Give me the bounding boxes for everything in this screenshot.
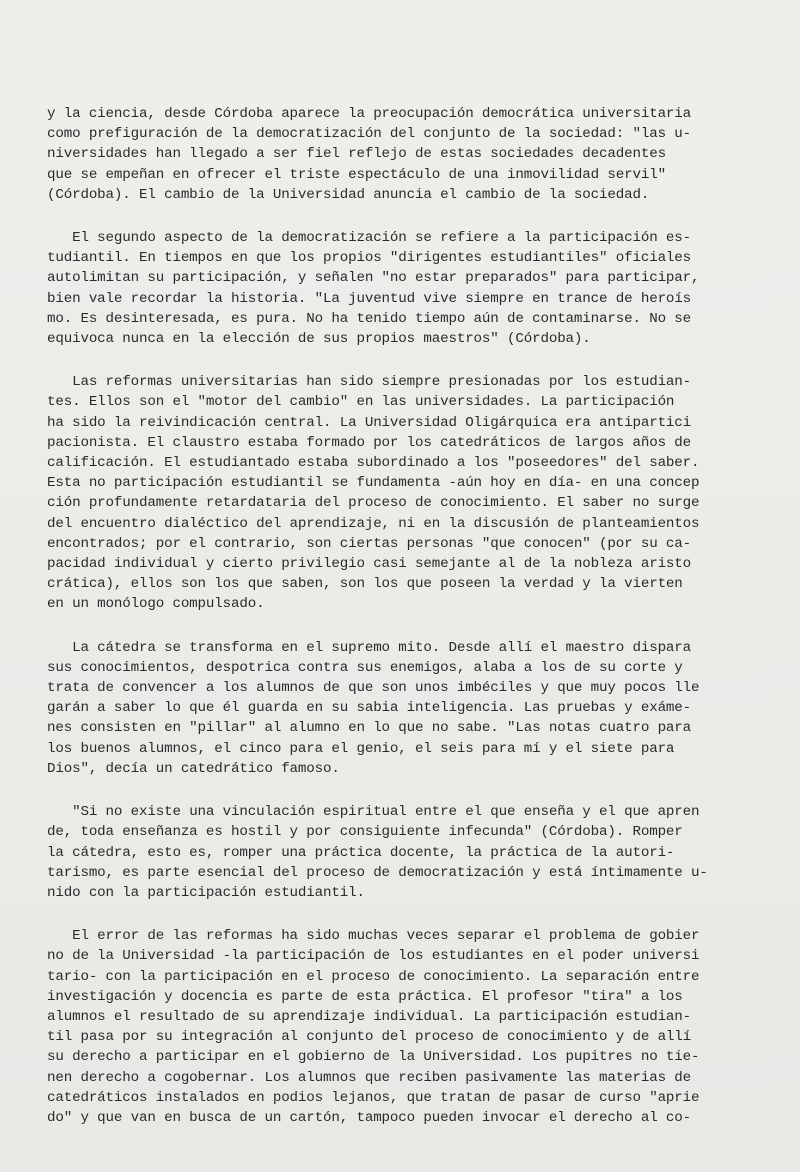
paragraph-6	[47, 926, 769, 1128]
text-line: su derecho a participar en el gobierno de la Universidad. Los pupitres no tie-	[47, 1049, 700, 1066]
paragraph-2	[47, 228, 769, 349]
text-line: que se empeñan en ofrecer el triste espectáculo de una inmovilidad servil"	[47, 166, 666, 183]
text-line: do" y que van en busca de un cartón, tampoco pueden invocar el derecho al co-	[47, 1109, 692, 1126]
text-line: (Córdoba). El cambio de la Universidad anuncia el cambio de la sociedad.	[47, 186, 650, 203]
text-line: como prefiguración de la democratización del conjunto de la sociedad: "las u-	[47, 126, 692, 143]
text-line: y la ciencia, desde Córdoba aparece la preocupación democrática universitaria	[47, 106, 692, 122]
text-line: ción profundamente retardataria del proceso de conocimiento. El saber no surge	[47, 495, 700, 512]
text-line: en un monólogo compulsado.	[47, 596, 265, 613]
text-line: El segundo aspecto de la democratización se refiere a la participación es-	[47, 230, 692, 247]
text-line: investigación y docencia es parte de esta práctica. El profesor "tira" a los	[47, 988, 683, 1005]
text-line: pacidad individual y cierto privilegio casi semejante al de la nobleza aristo	[47, 556, 692, 573]
text-line: tes. Ellos son el "motor del cambio" en las universidades. La participación	[47, 394, 675, 411]
text-line: de, toda enseñanza es hostil y por consiguiente infecunda" (Córdoba). Romper	[47, 824, 683, 841]
text-line: nido con la participación estudiantil.	[47, 884, 365, 901]
text-line: tarismo, es parte esencial del proceso de democratización y está íntimamente u-	[47, 864, 708, 881]
text-line: calificación. El estudiantado estaba subordinado a los "poseedores" del saber.	[47, 455, 700, 472]
text-line: Esta no participación estudiantil se fundamenta -aún hoy en día- en una concep	[47, 475, 700, 492]
text-line: equivoca nunca en la elección de sus propios maestros" (Córdoba).	[47, 331, 591, 348]
text-line: bien vale recordar la historia. "La juventud vive siempre en trance de heroís	[47, 290, 692, 307]
text-line: encontrados; por el contrario, son ciertas personas "que conocen" (por su ca-	[47, 535, 692, 552]
text-line: nes consisten en "pillar" al alumno en lo que no sabe. "Las notas cuatro para	[47, 720, 692, 737]
document-body	[47, 104, 769, 1151]
text-line: no de la Universidad -la participación de los estudiantes en el poder universi	[47, 948, 700, 965]
text-line: "Si no existe una vinculación espiritual entre el que enseña y el que apren	[47, 804, 700, 821]
text-line: catedráticos instalados en podios lejanos, que tratan de pasar de curso "aprie	[47, 1089, 700, 1106]
text-line: nen derecho a cogobernar. Los alumnos que reciben pasivamente las materias de	[47, 1069, 692, 1086]
text-line: alumnos el resultado de su aprendizaje individual. La participación estudian-	[47, 1008, 692, 1025]
text-line: autolimitan su participación, y señalen "no estar preparados" para participar,	[47, 270, 700, 287]
text-line: mo. Es desinteresada, es pura. No ha tenido tiempo aún de contaminarse. No se	[47, 310, 692, 327]
paragraph-4	[47, 638, 769, 779]
text-line: tudiantil. En tiempos en que los propios "dirigentes estudiantiles" oficiales	[47, 250, 692, 267]
paragraph-1	[47, 104, 769, 205]
text-line: El error de las reformas ha sido muchas veces separar el problema de gobier	[47, 928, 700, 945]
text-line: niversidades han llegado a ser fiel reflejo de estas sociedades decadentes	[47, 146, 666, 163]
text-line: pacionista. El claustro estaba formado por los catedráticos de largos años de	[47, 434, 692, 451]
text-line: trata de convencer a los alumnos de que son unos imbéciles y que muy pocos lle	[47, 680, 700, 697]
paragraph-3	[47, 372, 769, 614]
text-line: sus conocimientos, despotrica contra sus enemigos, alaba a los de su corte y	[47, 659, 683, 676]
text-line: Las reformas universitarias han sido siempre presionadas por los estudian-	[47, 374, 692, 391]
text-line: garán a saber lo que él guarda en su sabia inteligencia. Las pruebas y exáme-	[47, 700, 692, 717]
text-line: crática), ellos son los que saben, son los que poseen la verdad y la vierten	[47, 576, 683, 593]
text-line: Dios", decía un catedrático famoso.	[47, 760, 340, 777]
paragraph-5	[47, 802, 769, 903]
text-line: La cátedra se transforma en el supremo mito. Desde allí el maestro dispara	[47, 639, 692, 656]
text-line: la cátedra, esto es, romper una práctica docente, la práctica de la autori-	[47, 844, 675, 861]
text-line: del encuentro dialéctico del aprendizaje, ni en la discusión de planteamientos	[47, 515, 700, 532]
text-line: ha sido la reivindicación central. La Universidad Oligárquica era antipartici	[47, 414, 692, 431]
text-line: los buenos alumnos, el cinco para el genio, el seis para mí y el siete para	[47, 740, 675, 757]
text-line: tario- con la participación en el proceso de conocimiento. La separación entre	[47, 968, 700, 985]
text-line: til pasa por su integración al conjunto del proceso de conocimiento y de allí	[47, 1029, 692, 1046]
